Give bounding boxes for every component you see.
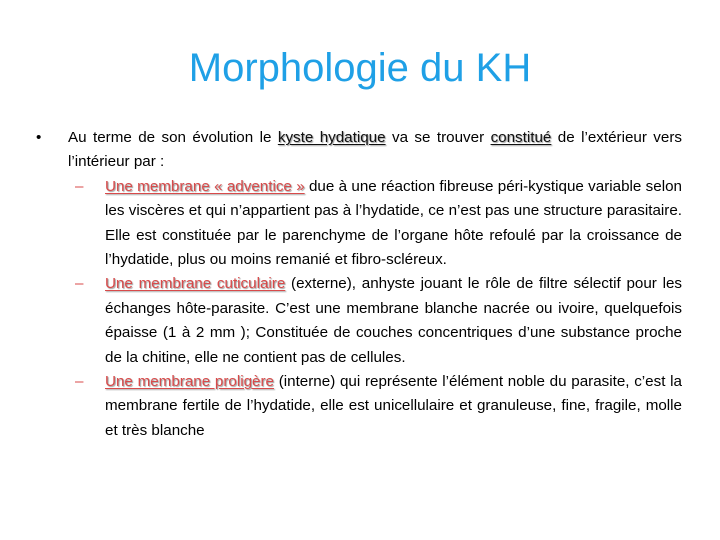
sub-item-text: (interne) qui représente l’élément noble du parasite, c’est la membrane fertile de l’hydatide, elle est unicellulaire et granuleuse, fine, fragile, molle et très blanche — [105, 373, 682, 439]
term-membrane-cuticulaire: Une membrane cuticulaire — [105, 275, 286, 293]
highlight-constitue: constitué — [490, 129, 552, 146]
bullet-text-part: va se trouver — [385, 129, 491, 146]
dash-marker: – — [75, 275, 84, 293]
bullet-text-part: de l’extérieur vers l’intérieur par : — [68, 129, 682, 171]
term-membrane-adventice: Une membrane « adventice » — [105, 177, 305, 195]
sub-item-adventice — [32, 175, 682, 273]
bullet-marker: • — [36, 129, 42, 146]
dash-marker: – — [75, 177, 84, 195]
sub-item-cuticulaire — [32, 272, 682, 370]
slide-title: Morphologie du KH — [188, 46, 532, 90]
dash-marker: – — [75, 373, 84, 391]
bullet-text-part: Au terme de son évolution le — [68, 129, 278, 146]
main-bullet — [32, 126, 682, 175]
slide-content — [32, 126, 682, 443]
sub-item-text: due à une réaction fibreuse péri-kystique variable selon les viscères et qui n’appartient pas à l’hydatide, ce n’est pas une structure parasitaire. Elle est constituée par le parenchyme de l’organe hôte refoulé par la croissance de l’hydatide, plus ou moins remanié et fibro-scléreux. — [105, 177, 682, 269]
sub-item-proligere — [32, 370, 682, 443]
term-membrane-proligere: Une membrane proligère — [105, 373, 274, 391]
highlight-kyste-hydatique: kyste hydatique — [277, 129, 386, 146]
sub-item-text: (externe), anhyste jouant le rôle de filtre sélectif pour les échanges hôte-parasite. C’est une membrane blanche nacrée ou ivoire, quelquefois épaisse (1 à 2 mm ); Constituée de couches concentriques d’une substance proche de la chitine, elle ne contient pas de cellules. — [105, 275, 682, 366]
